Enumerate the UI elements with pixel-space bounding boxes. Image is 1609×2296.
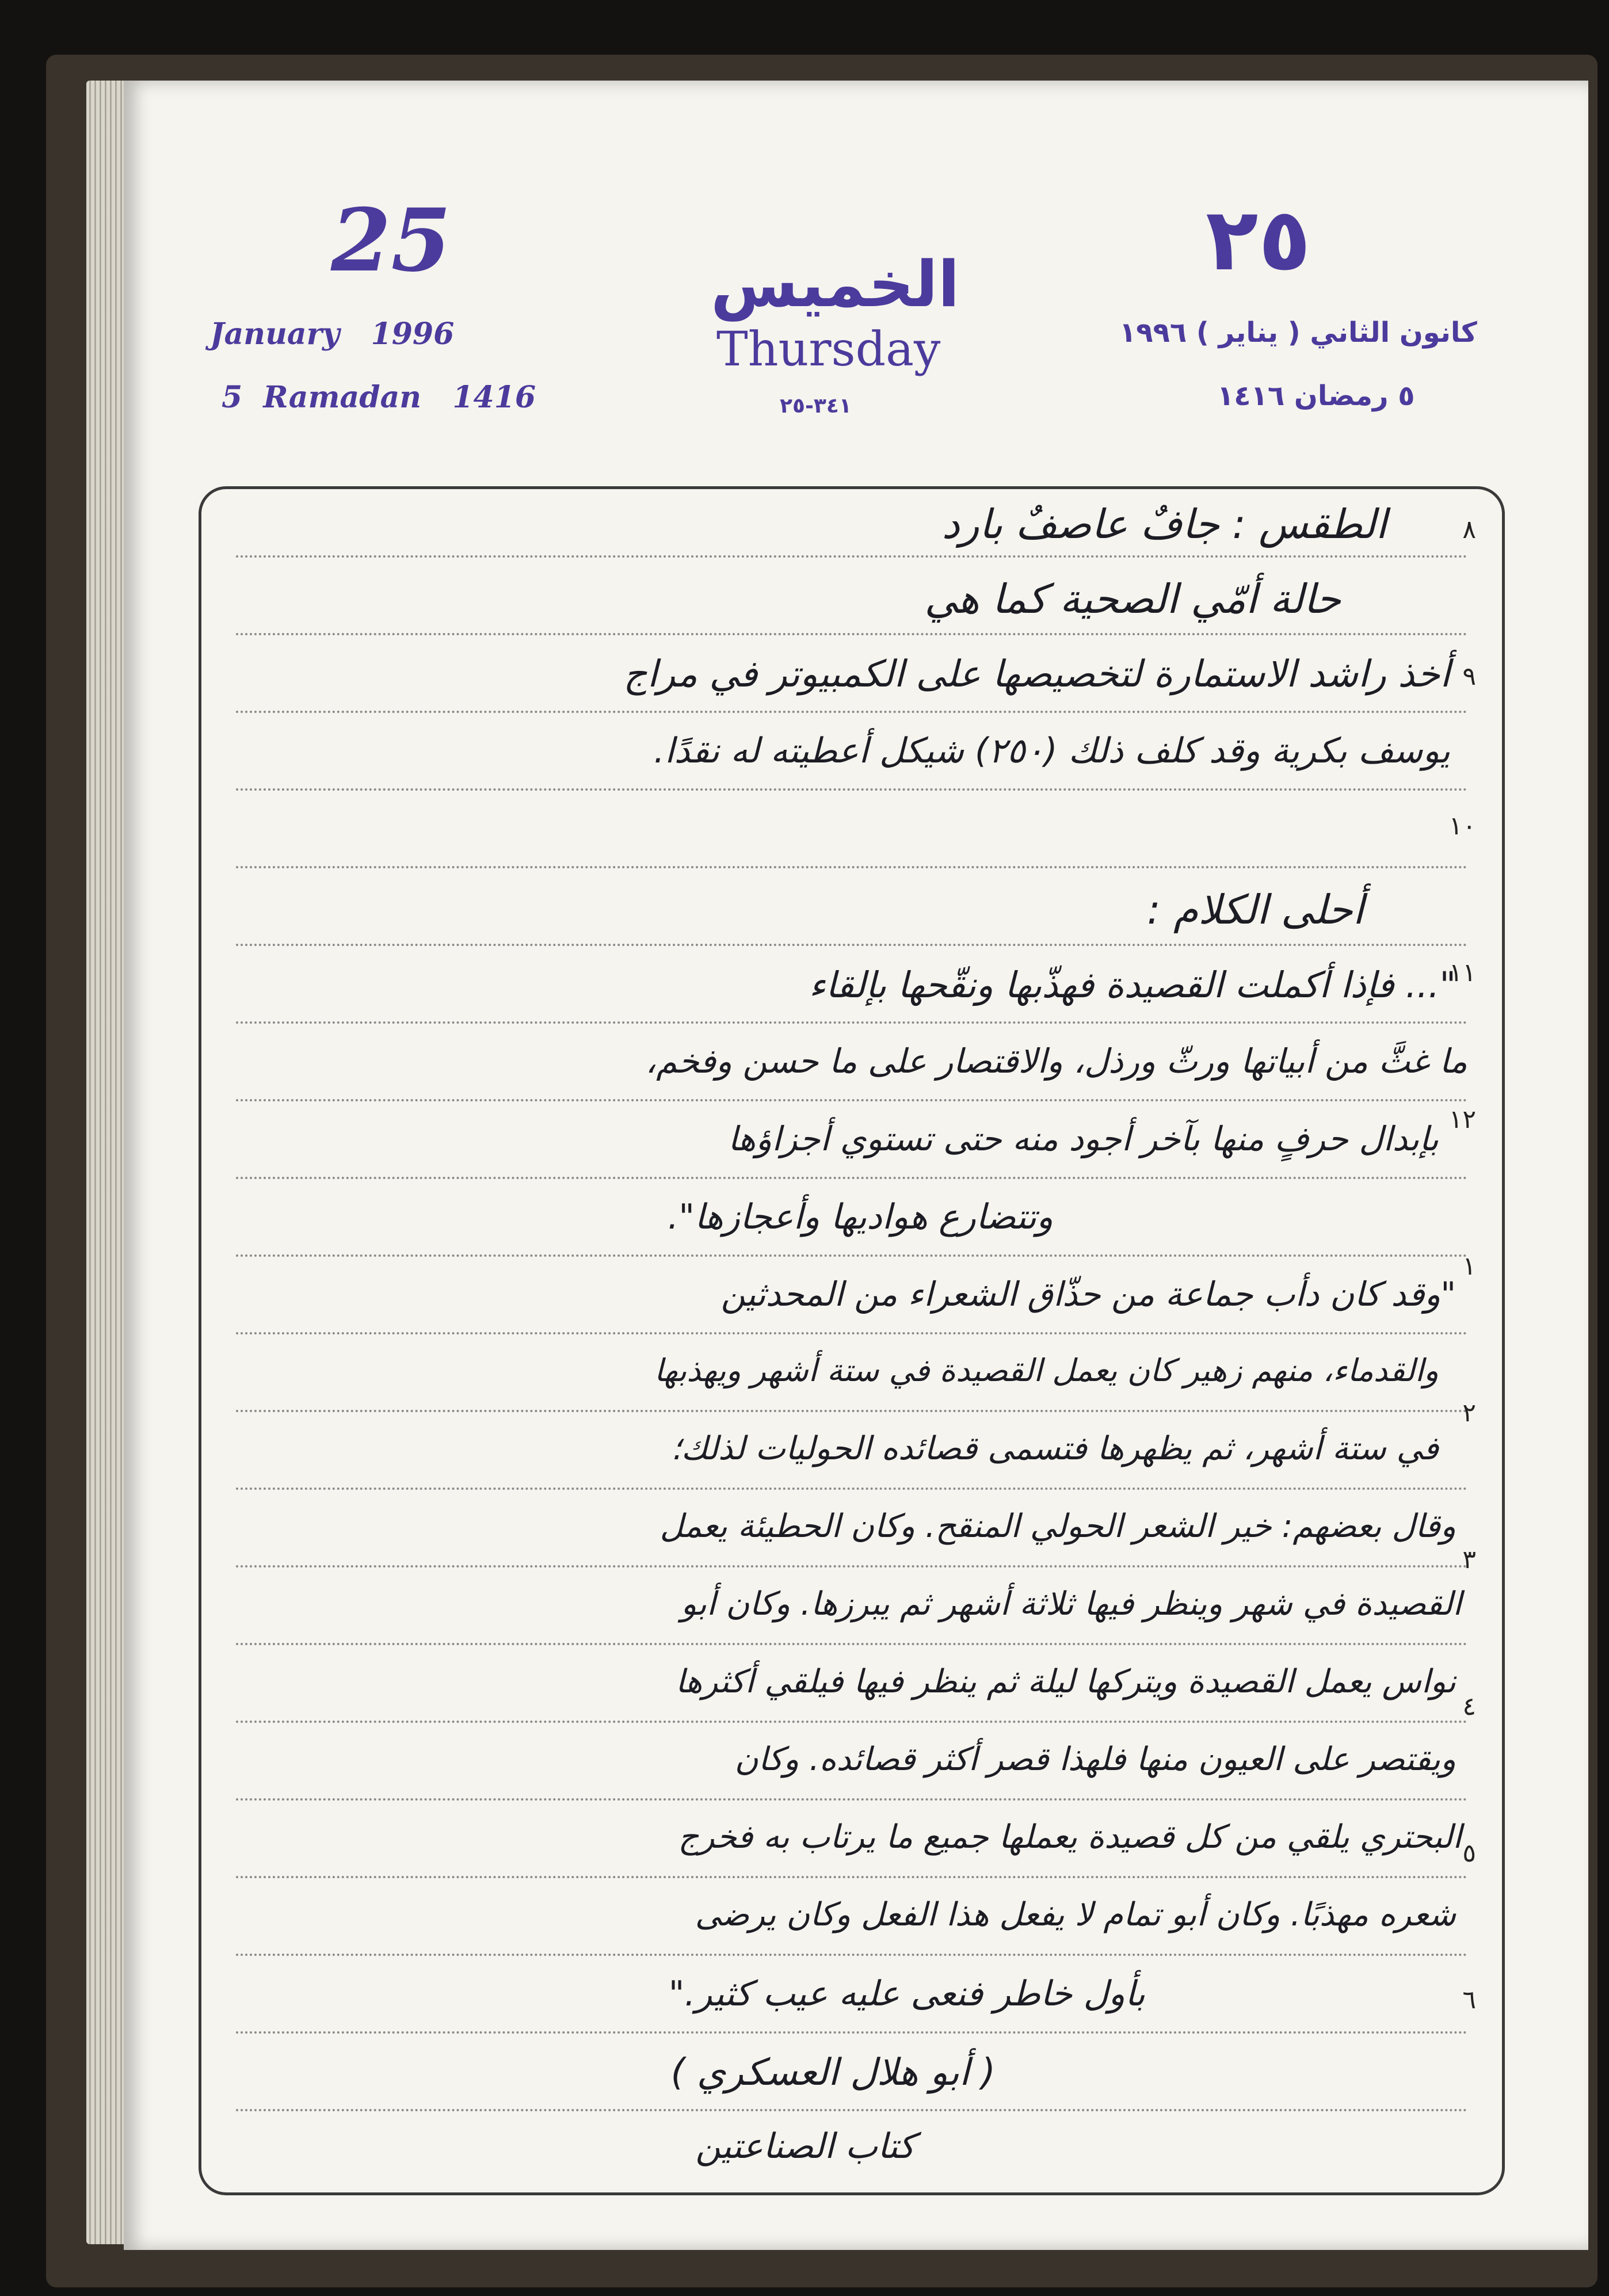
handwritten-line: الطقس : جافٌ عاصفٌ بارد: [941, 501, 1387, 548]
lined-writing-area: [199, 486, 1505, 2195]
rule-line: [236, 711, 1467, 713]
hour-marker: ١٠: [1448, 811, 1476, 841]
rule-line: [236, 2109, 1467, 2111]
rule-line: [236, 944, 1467, 946]
handwritten-line: بإبدال حرفٍ منها بآخر أجود منه حتى تستوي أجزاؤها: [728, 1119, 1439, 1158]
hour-marker: ٤: [1462, 1692, 1476, 1721]
hour-marker: ٣: [1462, 1545, 1476, 1574]
hour-marker: ١: [1462, 1252, 1476, 1281]
handwritten-line: القصيدة في شهر وينظر فيها ثلاثة أشهر ثم يبرزها. وكان أبو: [681, 1585, 1462, 1623]
rule-line: [236, 866, 1467, 868]
rule-line: [236, 1177, 1467, 1179]
handwritten-line: "وقد كان دأب جماعة من حذّاق الشعراء من المحدثين: [720, 1275, 1456, 1314]
rule-line: [236, 633, 1467, 635]
day-number-arabic: ٢٥: [1206, 190, 1311, 290]
handwritten-line: نواس يعمل القصيدة ويتركها ليلة ثم ينظر فيها فيلقي أكثرها: [675, 1663, 1456, 1700]
rule-line: [236, 1332, 1467, 1334]
hour-marker: ٢: [1462, 1398, 1476, 1428]
rule-line: [236, 1488, 1467, 1490]
handwritten-line: شعره مهذبًا. وكان أبو تمام لا يفعل هذا الفعل وكان يرضى: [695, 1896, 1456, 1933]
rule-line: [236, 1254, 1467, 1257]
attribution-line: ( أبو هلال العسكري ): [670, 2051, 996, 2094]
rule-line: [236, 1099, 1467, 1101]
hour-marker: ٥: [1462, 1839, 1476, 1868]
month-year-arabic: كانون الثاني ( يناير ) ١٩٩٦: [1119, 316, 1477, 349]
diary-page: [124, 81, 1588, 2250]
rule-line: [236, 555, 1467, 558]
handwritten-line: حالة أمّي الصحية كما هي: [924, 575, 1341, 623]
rule-line: [236, 2031, 1467, 2034]
rule-line: [236, 1876, 1467, 1878]
weekday-english: Thursday: [716, 322, 941, 377]
hour-marker: ٩: [1462, 662, 1476, 691]
handwritten-line: البحتري يلقي من كل قصيدة يعملها جميع ما يرتاب به فخرج: [678, 1818, 1462, 1856]
handwritten-line: أحلى الكلام :: [1147, 886, 1364, 933]
handwritten-line: في ستة أشهر، ثم يظهرها فتسمى قصائده الحوليات لذلك؛: [671, 1430, 1439, 1467]
hijri-date-en: 5 Ramadan 1416: [222, 380, 536, 415]
hour-marker: ٨: [1462, 515, 1476, 544]
handwritten-line: ما غثَّ من أبياتها ورثّ ورذل، والاقتصار على ما حسن وفخم،: [645, 1042, 1467, 1081]
hour-marker: ١١: [1448, 958, 1476, 987]
hour-marker: ١٢: [1448, 1105, 1476, 1134]
rule-line: [236, 1954, 1467, 1956]
hour-marker: ٦: [1462, 1985, 1476, 2015]
handwritten-line: وقال بعضهم: خير الشعر الحولي المنقح. وكان الحطيئة يعمل: [659, 1508, 1456, 1545]
handwritten-line: ويقتصر على العيون منها فلهذا قصر أكثر قصائده. وكان: [734, 1741, 1456, 1778]
day-count: ٣٤١-٢٥: [780, 394, 852, 418]
rule-line: [236, 1021, 1467, 1024]
handwritten-line: وتتضارع هواديها وأعجازها".: [668, 1197, 1053, 1237]
rule-line: [236, 1565, 1467, 1567]
weekday-arabic: الخميس: [711, 247, 960, 321]
rule-line: [236, 1643, 1467, 1645]
month-year-en: January 1996: [210, 316, 455, 352]
handwritten-line: "... فإذا أكملت القصيدة فهذّبها ونقّحها بإلقاء: [809, 964, 1456, 1006]
rule-line: [236, 1721, 1467, 1723]
rule-line: [236, 1410, 1467, 1412]
handwritten-line: والقدماء، منهم زهير كان يعمل القصيدة في ستة أشهر ويهذبها: [654, 1352, 1439, 1389]
rule-line: [236, 1798, 1467, 1801]
handwritten-line: أخذ راشد الاستمارة لتخصيصها على الكمبيوتر في مراج: [623, 653, 1450, 696]
handwritten-line: بأول خاطر فنعى عليه عيب كثير.": [668, 1974, 1145, 2014]
handwritten-line: يوسف بكرية وقد كلف ذلك (٢٥٠) شيكل أعطيته له نقدًا.: [653, 731, 1450, 771]
rule-line: [236, 788, 1467, 791]
day-number: 25: [331, 190, 451, 291]
hijri-date-arabic: ٥ رمضان ١٤١٦: [1217, 380, 1415, 412]
source-book-line: كتاب الصناعتين: [695, 2126, 915, 2167]
